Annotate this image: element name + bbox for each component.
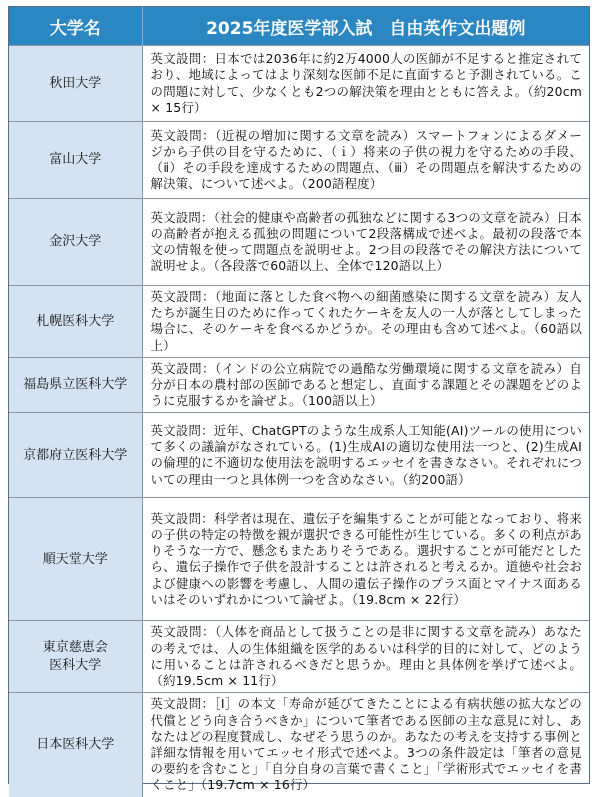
table-row [9,357,589,413]
question-text: 英文設問：近年、ChatGPTのような生成系人工知能(AI)ツールの使用について多くの議論がなされている。(1)生成AIの適切な使用法一つと、(2)生成AIの倫理的に不適切な使用法を説明するエッセイを書きなさい。それぞれについての理由一つと具体例一つを含めなさい。（約200語） [142,413,589,498]
question-text: 英文設問：（インドの公立病院での過酷な労働環境に関する文章を読み）自分が日本の農村部の医師であると想定し、直面する課題とその課題をどのように克服するかを論ぜよ。（100語以上） [142,357,589,413]
university-name: 富山大学 [9,122,142,199]
university-name: 京都府立医科大学 [9,413,142,498]
exam-questions-table [9,7,589,797]
question-text: 英文設問：（地面に落とした食べ物への細菌感染に関する文章を読み）友人たちが誕生日のために作ってくれたケーキを友人の一人が落としてしまった場合に、そのケーキを食べるかどうか。その理由も含めて述べよ。（60語以上） [142,286,589,358]
university-column-header: 大学名 [9,7,142,46]
university-name: 順天堂大学 [9,498,142,621]
question-text: 英文設問：（社会的健康や高齢者の孤独などに関する3つの文章を読み）日本の高齢者が抱える孤独の問題について2段落構成で述べよ。最初の段落で本文の情報を使って問題点を説明せよ。2つ目の段落でその解決方法について説明せよ。（各段落で60語以上、全体で120語以上） [142,199,589,286]
table-row [9,621,589,693]
table-row [9,286,589,358]
question-text: 英文設問：（人体を商品として扱うことの是非に関する文章を読み）あなたの考えでは、人の生体組織を医学的あるいは科学的目的に対して、どのように用いることは許されるべきだと思うか。理由と具体例を挙げて述べよ。（約19.5cm × 11行） [142,621,589,693]
university-name: 札幌医科大学 [9,286,142,358]
table-row [9,199,589,286]
university-name: 金沢大学 [9,199,142,286]
table-row [9,693,589,797]
question-text: 英文設問：日本では2036年に約2万4000人の医師が不足すると推定されており、地域によってはより深刻な医師不足に直面すると予測されている。この問題に対して、少なくとも2つの解決策を理由とともに答えよ。（約20cm × 15行） [142,46,589,122]
question-text: 英文設問：（近視の増加に関する文章を読み）スマートフォンによるダメージから子供の目を守るために、（ｉ）将来の子供の視力を守るための手段、（ⅱ）その手段を達成するための問題点、（ⅲ）その問題点を解決するための解決策、について述べよ。（200語程度） [142,122,589,199]
university-name: 東京慈恵会 医科大学 [9,621,142,693]
table-row [9,498,589,621]
table-header-row [9,7,589,46]
university-name: 日本医科大学 [9,693,142,797]
exam-table-container [8,6,590,793]
university-name: 秋田大学 [9,46,142,122]
table-title-header: 2025年度医学部入試 自由英作文出題例 [142,7,589,46]
table-row [9,122,589,199]
question-text: 英文設問：科学者は現在、遺伝子を編集することが可能となっており、将来の子供の特定の特徴を親が選択できる可能性が生じている。多くの利点がありそうな一方で、懸念もまたありそうである。選択することが可能だとしたら、遺伝子操作で子供を設計することは許されると考えるか。道徳や社会および健康への影響を考慮し、人間の遺伝子操作のプラス面とマイナス面あるいはそのいずれかについて論ぜよ。（19.8cm × 22行） [142,498,589,621]
question-text: 英文設問：［Ⅰ］の本文「寿命が延びてきたことによる有病状態の拡大などの代償とどう向き合うべきか」について筆者である医師の主な意見に対し、あなたはどの程度賛成し、なぜそう思うのか。あなたの考えを支持する事例と詳細な情報を用いてエッセイ形式で述べよ。3つの条件設定は「筆者の意見の要約を含むこと」「自分自身の言葉で書くこと」「学術形式でエッセイを書くこと」（19.7cm × 16行） [142,693,589,797]
university-name: 福島県立医科大学 [9,357,142,413]
table-row [9,46,589,122]
table-row [9,413,589,498]
